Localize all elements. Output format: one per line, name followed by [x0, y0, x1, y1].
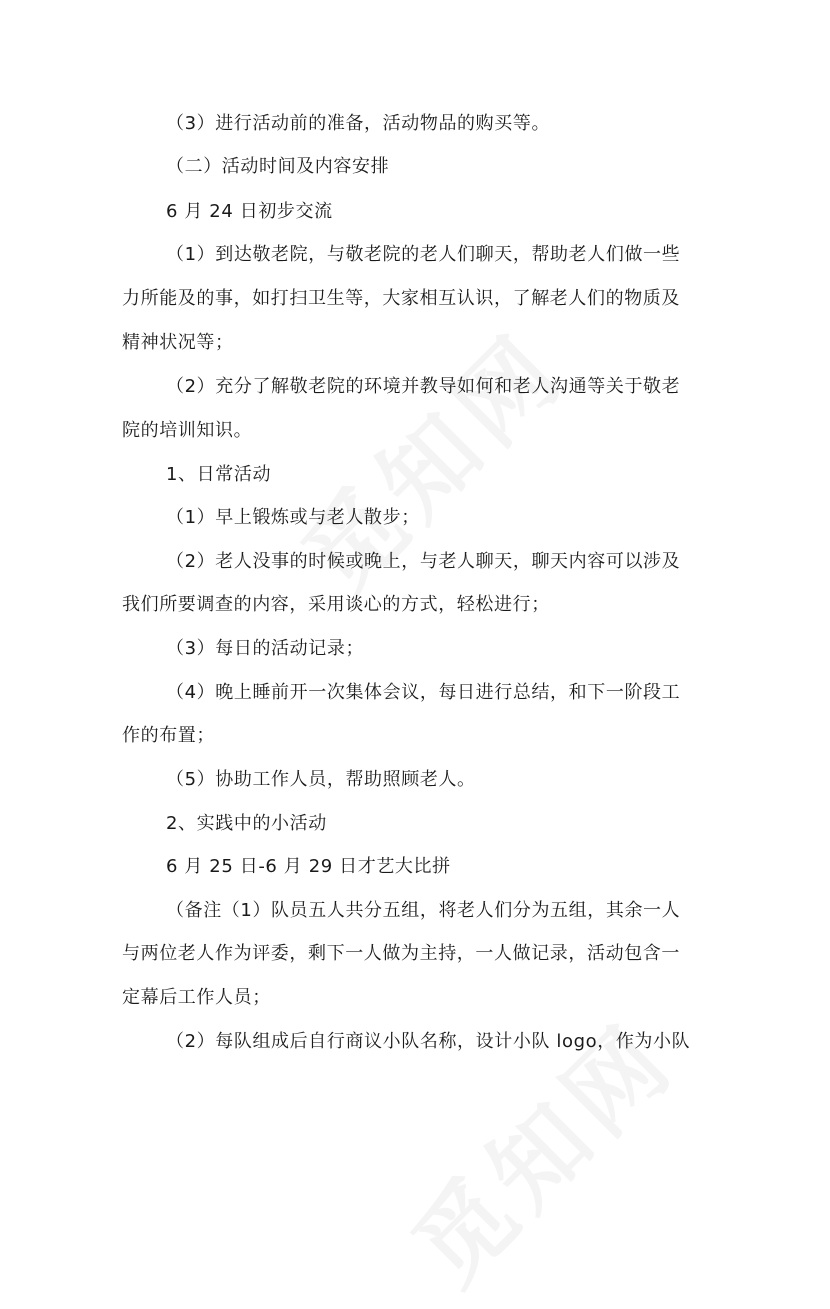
text-line: （备注（1）队员五人共分五组，将老人们分为五组，其余一人	[166, 900, 681, 921]
text-line: 作的布置；	[122, 725, 215, 746]
text-line: （1）到达敬老院，与敬老院的老人们聊天，帮助老人们做一些	[166, 244, 681, 265]
text-line: 定幕后工作人员；	[122, 987, 271, 1008]
text-line: 院的培训知识。	[122, 420, 253, 441]
text-line: 我们所要调查的内容，采用谈心的方式，轻松进行；	[122, 594, 550, 615]
text-line: （2）充分了解敬老院的环境并教导如何和老人沟通等关于敬老	[166, 376, 681, 397]
text-line: 力所能及的事，如打扫卫生等，大家相互认识，了解老人们的物质及	[122, 288, 680, 309]
text-line: 精神状况等；	[122, 332, 234, 353]
text-line: （2）每队组成后自行商议小队名称，设计小队 logo，作为小队	[166, 1031, 691, 1052]
section-heading: 2、实践中的小活动	[166, 813, 327, 834]
text-line: （4）晚上睡前开一次集体会议，每日进行总结，和下一阶段工	[166, 682, 681, 703]
section-heading: （二）活动时间及内容安排	[166, 156, 390, 177]
text-line: 与两位老人作为评委，剩下一人做为主持，一人做记录，活动包含一	[122, 943, 680, 964]
date-heading: 6 月 24 日初步交流	[166, 201, 333, 222]
text-line: （3）每日的活动记录；	[166, 638, 365, 659]
text-line: （3）进行活动前的准备，活动物品的购买等。	[166, 113, 551, 134]
date-heading: 6 月 25 日-6 月 29 日才艺大比拼	[166, 856, 451, 877]
section-heading: 1、日常活动	[166, 464, 272, 485]
text-line: （5）协助工作人员，帮助照顾老人。	[166, 769, 476, 790]
text-line: （1）早上锻炼或与老人散步；	[166, 507, 420, 528]
text-line: （2）老人没事的时候或晚上，与老人聊天，聊天内容可以涉及	[166, 551, 681, 572]
